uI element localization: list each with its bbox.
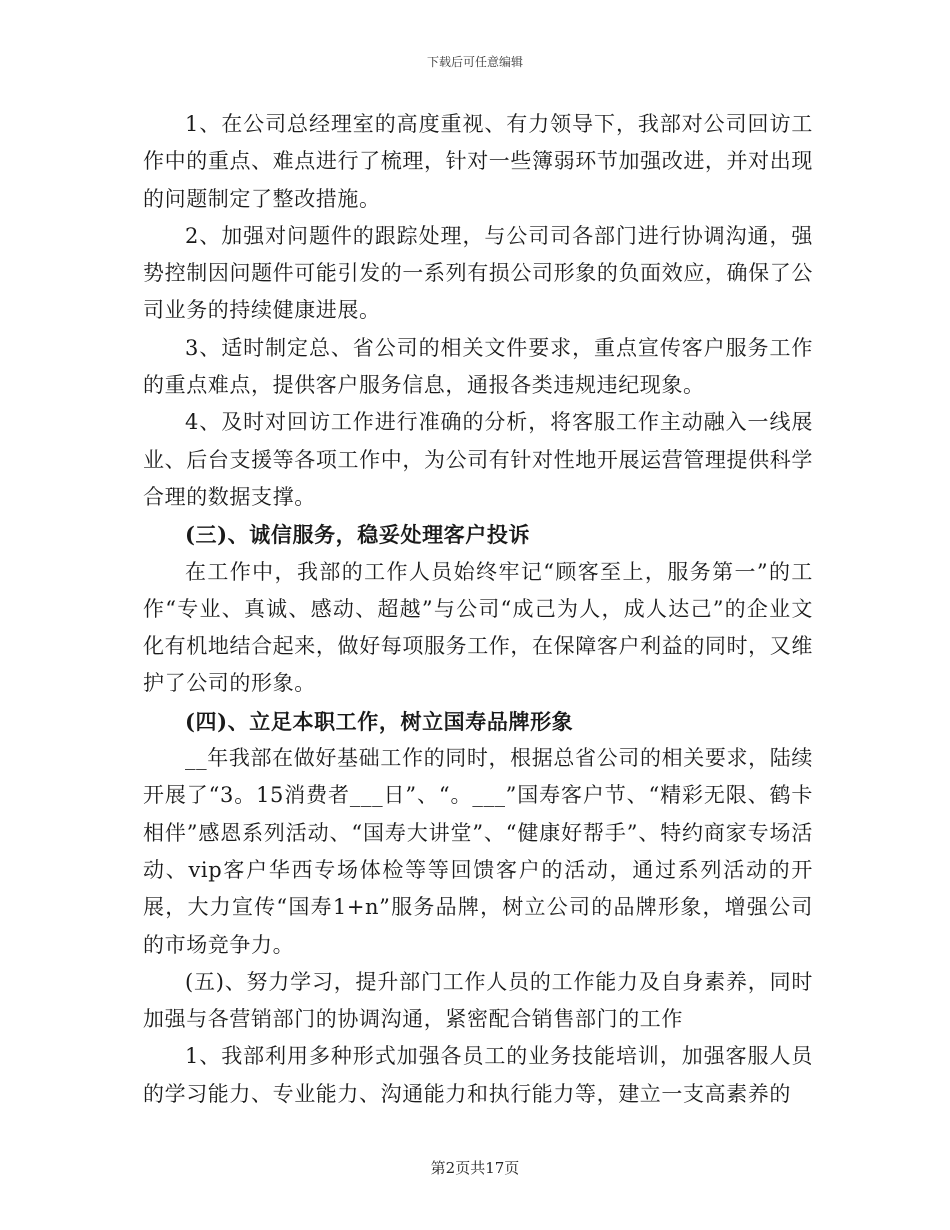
page-footer: 第2页共17页 bbox=[430, 1159, 520, 1177]
paragraph-6: __年我部在做好基础工作的同时，根据总省公司的相关要求，陆续开展了“3。15消费者___日”、“。___”国寿客户节、“精彩无限、鹤卡相伴”感恩系列活动、“国寿大讲堂”、“健康好帮手”、特约商家专场活动、vip客户华西专场体检等等回馈客户的活动，通过系列活动的开展，大力宣传“国寿1+n”服务品牌，树立公司的品牌形象，增强公司的市场竞争力。 bbox=[143, 746, 813, 957]
paragraph-1: 1、在公司总经理室的高度重视、有力领导下，我部对公司回访工作中的重点、难点进行了梳理，针对一些簿弱环节加强改进，并对出现的问题制定了整改措施。 bbox=[143, 112, 813, 211]
paragraph-3: 3、适时制定总、省公司的相关文件要求，重点宣传客户服务工作的重点难点，提供客户服务信息，通报各类违规违纪现象。 bbox=[143, 335, 813, 398]
paragraph-7: 1、我部利用多种形式加强各员工的业务技能培训，加强客服人员的学习能力、专业能力、沟通能力和执行能力等，建立一支高素养的 bbox=[143, 1044, 813, 1106]
paragraph-2: 2、加强对问题件的跟踪处理，与公司司各部门进行协调沟通，强势控制因问题件可能引发的一系列有损公司形象的负面效应，确保了公司业务的持续健康进展。 bbox=[143, 223, 813, 323]
section-heading-3: (三)、诚信服务，稳妥处理客户投诉 bbox=[185, 522, 531, 548]
page-header: 下载后可任意编辑 bbox=[426, 55, 523, 69]
document-body bbox=[143, 106, 813, 1113]
paragraph-5: 在工作中，我部的工作人员始终牢记“顾客至上，服务第一”的工作“专业、真诚、感动、超越”与公司“成己为人，成人达己”的企业文化有机地结合起来，做好每项服务工作，在保障客户利益的同时，又维护了公司的形象。 bbox=[143, 559, 813, 696]
paragraph-4: 4、及时对回访工作进行准确的分析，将客服工作主动融入一线展业、后台支援等各项工作中，为公司有针对性地开展运营管理提供科学合理的数据支撑。 bbox=[143, 410, 813, 509]
section-heading-5: (五)、努力学习，提升部门工作人员的工作能力及自身素养，同时加强与各营销部门的协调沟通，紧密配合销售部门的工作 bbox=[143, 969, 813, 1032]
section-heading-4: (四)、立足本职工作，树立国寿品牌形象 bbox=[185, 708, 574, 734]
